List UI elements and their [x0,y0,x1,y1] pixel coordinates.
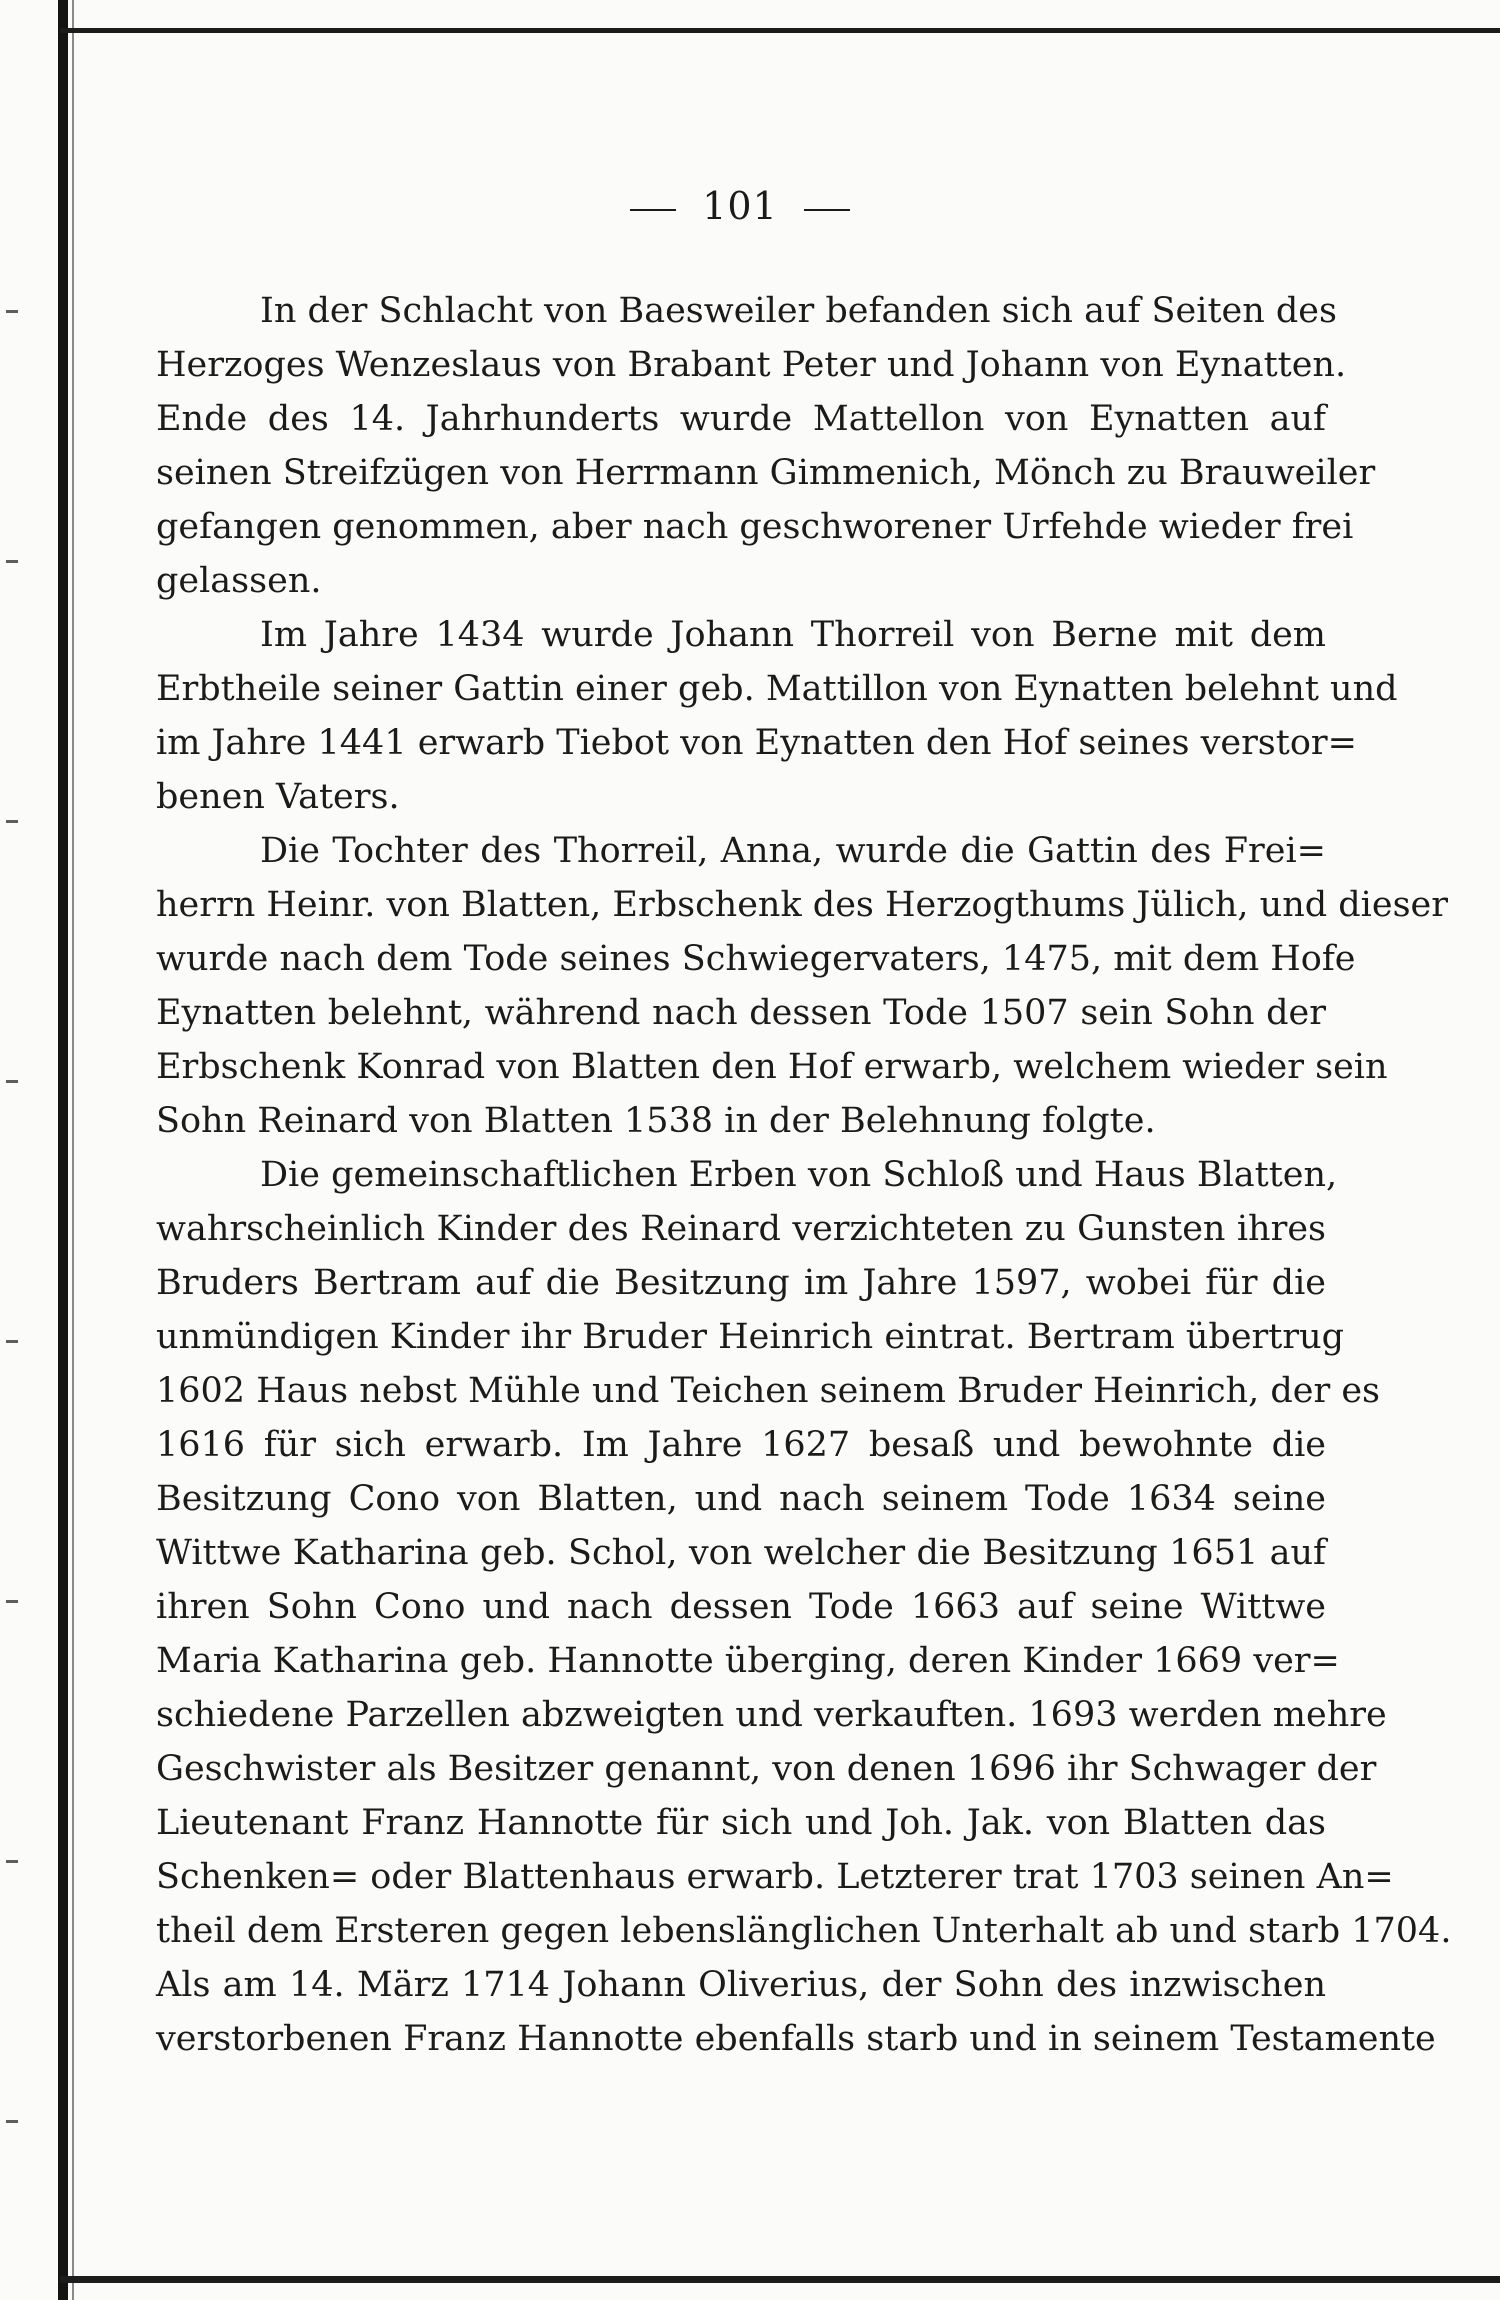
text-line: 1602 Haus nebst Mühle und Teichen seinem Bruder Heinrich, der es [156,1371,1380,1411]
page-left-edge [58,0,68,2300]
text-line: wurde nach dem Tode seines Schwiegervaters, 1475, mit dem Hofe [156,939,1356,979]
text-line: Maria Katharina geb. Hannotte überging, deren Kinder 1669 ver= [156,1641,1340,1681]
text-line: Eynatten belehnt, während nach dessen Tode 1507 sein Sohn der [156,993,1326,1033]
paragraph-4 [156,1148,1452,2066]
text-line: schiedene Parzellen abzweigten und verkauften. 1693 werden mehre [156,1695,1387,1735]
text-line: Wittwe Katharina geb. Schol, von welcher die Besitzung 1651 auf [156,1533,1326,1573]
text-line: Die Tochter des Thorreil, Anna, wurde die Gattin des Frei= [260,831,1326,871]
text-line: Erbtheile seiner Gattin einer geb. Mattillon von Eynatten belehnt und [156,669,1398,709]
text-line: In der Schlacht von Baesweiler befanden sich auf Seiten des [260,291,1337,331]
scan-mark [6,1340,18,1343]
text-line: Lieutenant Franz Hannotte für sich und Joh. Jak. von Blatten das [156,1803,1326,1843]
page-number: 101 [702,184,778,228]
text-line: Im Jahre 1434 wurde Johann Thorreil von Berne mit dem [260,615,1326,655]
text-line: Besitzung Cono von Blatten, und nach seinem Tode 1634 seine [156,1479,1326,1519]
header-dash-left [630,209,676,211]
scan-mark [6,1600,18,1603]
paragraph-2 [156,608,1398,824]
text-line: 1616 für sich erwarb. Im Jahre 1627 besaß und bewohnte die [156,1425,1326,1465]
text-line: Geschwister als Besitzer genannt, von denen 1696 ihr Schwager der [156,1749,1377,1789]
text-line: benen Vaters. [156,777,400,817]
scan-mark [6,560,18,563]
header-dash-right [804,209,850,211]
text-line: Bruders Bertram auf die Besitzung im Jahre 1597, wobei für die [156,1263,1326,1303]
text-line: verstorbenen Franz Hannotte ebenfalls starb und in seinem Testamente [156,2019,1436,2059]
text-line: ihren Sohn Cono und nach dessen Tode 1663 auf seine Wittwe [156,1587,1326,1627]
scan-mark [6,2120,18,2123]
paragraph-3 [156,824,1448,1148]
text-line: Herzoges Wenzeslaus von Brabant Peter und Johann von Eynatten. [156,345,1347,385]
text-line: Sohn Reinard von Blatten 1538 in der Belehnung folgte. [156,1101,1156,1141]
text-line: theil dem Ersteren gegen lebenslänglichen Unterhalt ab und starb 1704. [156,1911,1452,1951]
scan-mark [6,310,18,313]
text-line: gefangen genommen, aber nach geschworener Urfehde wieder frei [156,507,1354,547]
page-bottom-edge [60,2276,1500,2283]
text-line: Die gemeinschaftlichen Erben von Schloß und Haus Blatten, [260,1155,1338,1195]
text-line: unmündigen Kinder ihr Bruder Heinrich eintrat. Bertram übertrug [156,1317,1345,1357]
scan-margin-marks [0,0,56,2300]
text-line: im Jahre 1441 erwarb Tiebot von Eynatten den Hof seines verstor= [156,723,1357,763]
text-line: Ende des 14. Jahrhunderts wurde Mattellon von Eynatten auf [156,399,1326,439]
text-line: Erbschenk Konrad von Blatten den Hof erwarb, welchem wieder sein [156,1047,1388,1087]
scan-mark [6,820,18,823]
text-line: Als am 14. März 1714 Johann Oliverius, der Sohn des inzwischen [156,1965,1326,2005]
text-line: gelassen. [156,561,322,601]
scan-mark [6,1080,18,1083]
body-text [156,284,1452,2066]
text-line: wahrscheinlich Kinder des Reinard verzichteten zu Gunsten ihres [156,1209,1326,1249]
page-top-edge [60,28,1500,33]
text-line: herrn Heinr. von Blatten, Erbschenk des Herzogthums Jülich, und dieser [156,885,1448,925]
scan-mark [6,1860,18,1863]
text-line: seinen Streifzügen von Herrmann Gimmenich, Mönch zu Brauweiler [156,453,1376,493]
page-header [150,184,1330,228]
text-line: Schenken= oder Blattenhaus erwarb. Letzterer trat 1703 seinen An= [156,1857,1394,1897]
paragraph-1 [156,284,1376,608]
page-left-edge-shadow [72,0,74,2300]
